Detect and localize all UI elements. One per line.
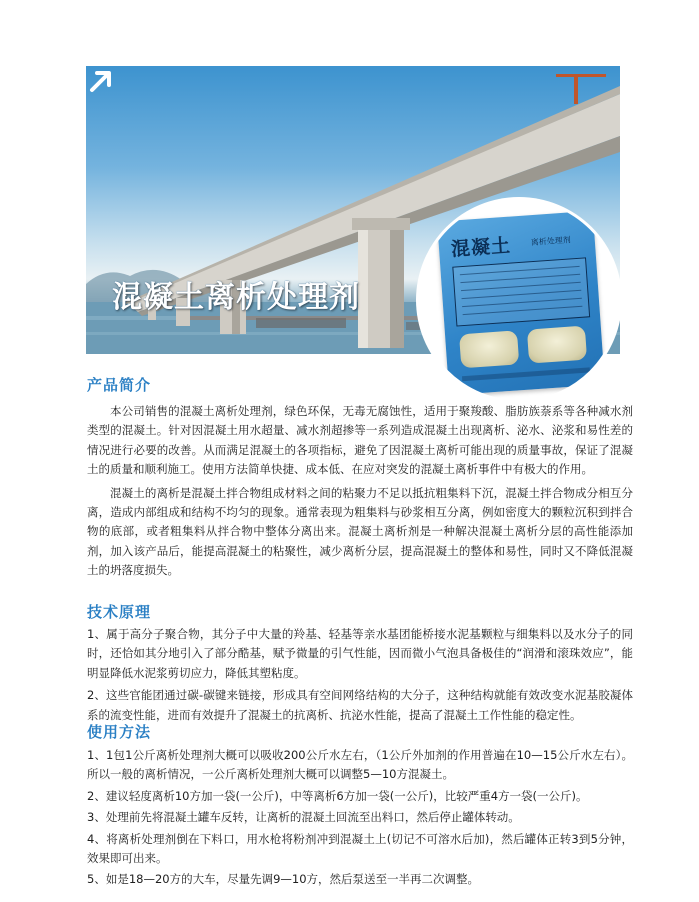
paragraph: 1、属于高分子聚合物，其分子中大量的羚基、轻基等亲水基团能桥接水泥基颗粒与细集料以及水分子的同时，还恰如其分地引入了部分酷基，赋予微量的引气性能，因而微小气泡具备极佳的“润滑和滚珠效应”，能明显降低水泥浆剪切应力，降低其塑粘度。 — [87, 627, 633, 680]
paragraph: 1、1包1公斤离析处理剂大概可以吸收200公斤水左右，（1公斤外加剂的作用普遍在10—15公斤水左右）。所以一般的离析情况，一公斤离析处理剂大概可以调整5—10方混凝土。 — [87, 748, 633, 782]
package-powder-right — [527, 326, 587, 364]
section-title: 技术原理 — [87, 603, 152, 621]
arrow-up-right-icon — [86, 66, 116, 96]
product-package — [437, 211, 605, 395]
section-technical-principle — [87, 602, 633, 725]
paragraph: 5、如是18—20方的大车，尽量先调9—10方，然后泵送至一半再二次调整。 — [87, 872, 480, 887]
paragraph: 3、处理前先将混凝土罐车反转，让离析的混凝土回流至出料口，然后停止罐体转动。 — [87, 810, 520, 825]
paragraph: 2、这些官能团通过碳-碳键来链接，形成具有空间网络结构的大分子，这种结构就能有效改变水泥基胶凝体系的流变性能，进而有效提升了混凝土的抗离析、抗泌水性能，提高了混凝土工作性能的稳定性。 — [87, 688, 633, 722]
paragraph: 4、将离析处理剂倒在下料口，用水枪将粉剂冲到混凝土上(切记不可溶水后加)，然后罐体正转3到5分钟，效果即可出来。 — [87, 831, 633, 866]
section-title: 产品简介 — [87, 376, 152, 394]
package-title: 混凝土 — [450, 234, 512, 261]
package-info-box — [452, 257, 590, 326]
package-powder-left — [459, 330, 519, 368]
section-product-intro — [87, 375, 633, 581]
package-subtitle: 离析处理剂 — [530, 235, 572, 248]
hero-title: 混凝土离析处理剂 — [112, 280, 360, 315]
product-package-image — [419, 200, 619, 400]
paragraph: 2、建议轻度离析10方加一袋(一公斤)，中等离析6方加一袋(一公斤)，比较严重4方一袋(一公斤)。 — [87, 788, 588, 803]
paragraph: 混凝土的离析是混凝土拌合物组成材料之间的粘聚力不足以抵抗粗集料下沉，混凝土拌合物成分相互分离，造成内部组成和结构不均匀的现象。通常表现为粗集料与砂浆相互分离，例如密度大的颗粒沉积到拌合物的底部，或者粗集料从拌合物中整体分离出来。混凝土离析剂是一种解决混凝土离析分层的高性能添加剂，加入该产品后，能提高混凝土的粘聚性，减少离析分层，提高混凝土的整体和易性，同时又不降低混凝土的坍落度损失。 — [87, 485, 633, 578]
paragraph: 本公司销售的混凝土离析处理剂，绿色环保，无毒无腐蚀性，适用于聚羧酸、脂肪族萘系等各种减水剂类型的混凝土。针对因混凝土用水超量、减水剂超掺等一系列造成混凝土出现离析、泌水、泌浆和易性差的情况进行必要的改善。从而满足混凝土的各项指标，避免了因混凝土离析可能出现的质量事故，保证了混凝土的质量和顺利施工。使用方法简单快捷、成本低、在应对突发的混凝土离析事件中有极大的作用。 — [87, 404, 633, 477]
section-usage — [87, 722, 633, 890]
section-title: 使用方法 — [87, 723, 152, 741]
